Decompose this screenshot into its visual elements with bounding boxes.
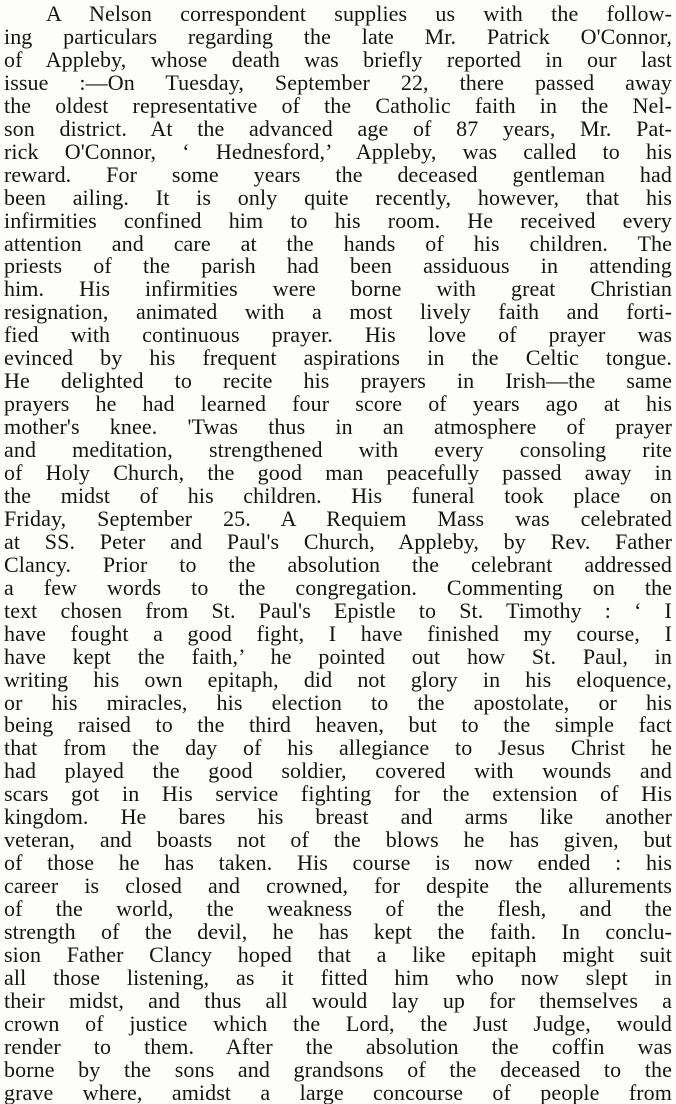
article-line: prayers he had learned four score of years ago at his [4,392,672,417]
article-line: fied with continuous prayer. His love of prayer was [4,323,672,348]
article-line: infirmities confined him to his room. He received every [4,208,672,233]
article-line: sion Father Clancy hoped that a like epitaph might suit [4,942,672,967]
article-line: crown of justice which the Lord, the Just Judge, would [4,1011,672,1036]
article-line: rick O'Connor, ‘ Hednesford,’ Appleby, was called to his [4,139,672,164]
article-line: Friday, September 25. A Requiem Mass was celebrated [4,506,672,531]
article-line: at SS. Peter and Paul's Church, Appleby, by Rev. Father [4,529,672,554]
article-line: A Nelson correspondent supplies us with the follow- [46,2,672,26]
article-line: of Holy Church, the good man peacefully passed away in [4,461,672,485]
article-line: being raised to the third heaven, but to the simple fact [4,713,672,738]
article-line: a few words to the congregation. Commenting on the [4,575,672,600]
article-line: him. His infirmities were borne with great Christian [4,277,672,302]
article-line: that from the day of his allegiance to Jesus Christ he [4,736,672,761]
article-line: had played the good soldier, covered with wounds and [4,759,672,784]
article-line: priests of the parish had been assiduous in attending [4,254,672,279]
article-line: writing his own epitaph, did not glory in his eloquence, [4,667,672,692]
article-line: career is closed and crowned, for despite the allurements [4,874,672,899]
article-line: and meditation, strengthened with every consoling rite [4,438,672,463]
article-line: mother's knee. 'Twas thus in an atmosphere of prayer [4,415,672,440]
article-line: reward. For some years the deceased gentleman had [4,162,672,187]
article-line: all those listening, as it fitted him who now slept in [4,965,672,990]
article-line: He delighted to recite his prayers in Irish—the same [4,369,672,394]
article-line: issue :—On Tuesday, September 22, there passed away [4,70,672,95]
article-line: evinced by his frequent aspirations in the Celtic tongue. [4,346,672,371]
article-line: text chosen from St. Paul's Epistle to St. Timothy : ‘ I [4,598,672,623]
article-line: borne by the sons and grandsons of the deceased to the [4,1057,672,1082]
article-line: the midst of his children. His funeral took place on [4,483,672,508]
article-line: have fought a good fight, I have finished my course, I [4,621,672,646]
article-line: strength of the devil, he has kept the faith. In conclu- [4,920,672,944]
article-line: son district. At the advanced age of 87 years, Mr. Pat- [4,116,672,141]
article-line: the oldest representative of the Catholic faith in the Nel- [4,93,672,118]
article-line: scars got in His service fighting for the extension of His [4,782,672,807]
article-line: Clancy. Prior to the absolution the celebrant addressed [4,552,672,577]
article-line: grave where, amidst a large concourse of people from [4,1080,672,1104]
article-line: their midst, and thus all would lay up for themselves a [4,988,672,1013]
article-line: have kept the faith,’ he pointed out how St. Paul, in [4,644,672,669]
article-line: of those he has taken. His course is now ended : his [4,851,672,876]
article-line: render to them. After the absolution the coffin was [4,1034,672,1059]
article-line: kingdom. He bares his breast and arms like another [4,805,672,830]
article-line: attention and care at the hands of his children. The [4,231,672,256]
article-line: been ailing. It is only quite recently, however, that his [4,185,672,210]
article-line: resignation, animated with a most lively faith and forti- [4,300,672,325]
article-line: of the world, the weakness of the flesh, and the [4,897,672,922]
article-line: or his miracles, his election to the apostolate, or his [4,690,672,715]
article-line: veteran, and boasts not of the blows he has given, but [4,828,672,853]
article-line: of Appleby, whose death was briefly reported in our last [4,47,672,72]
article-line: ing particulars regarding the late Mr. Patrick O'Connor, [4,24,672,49]
